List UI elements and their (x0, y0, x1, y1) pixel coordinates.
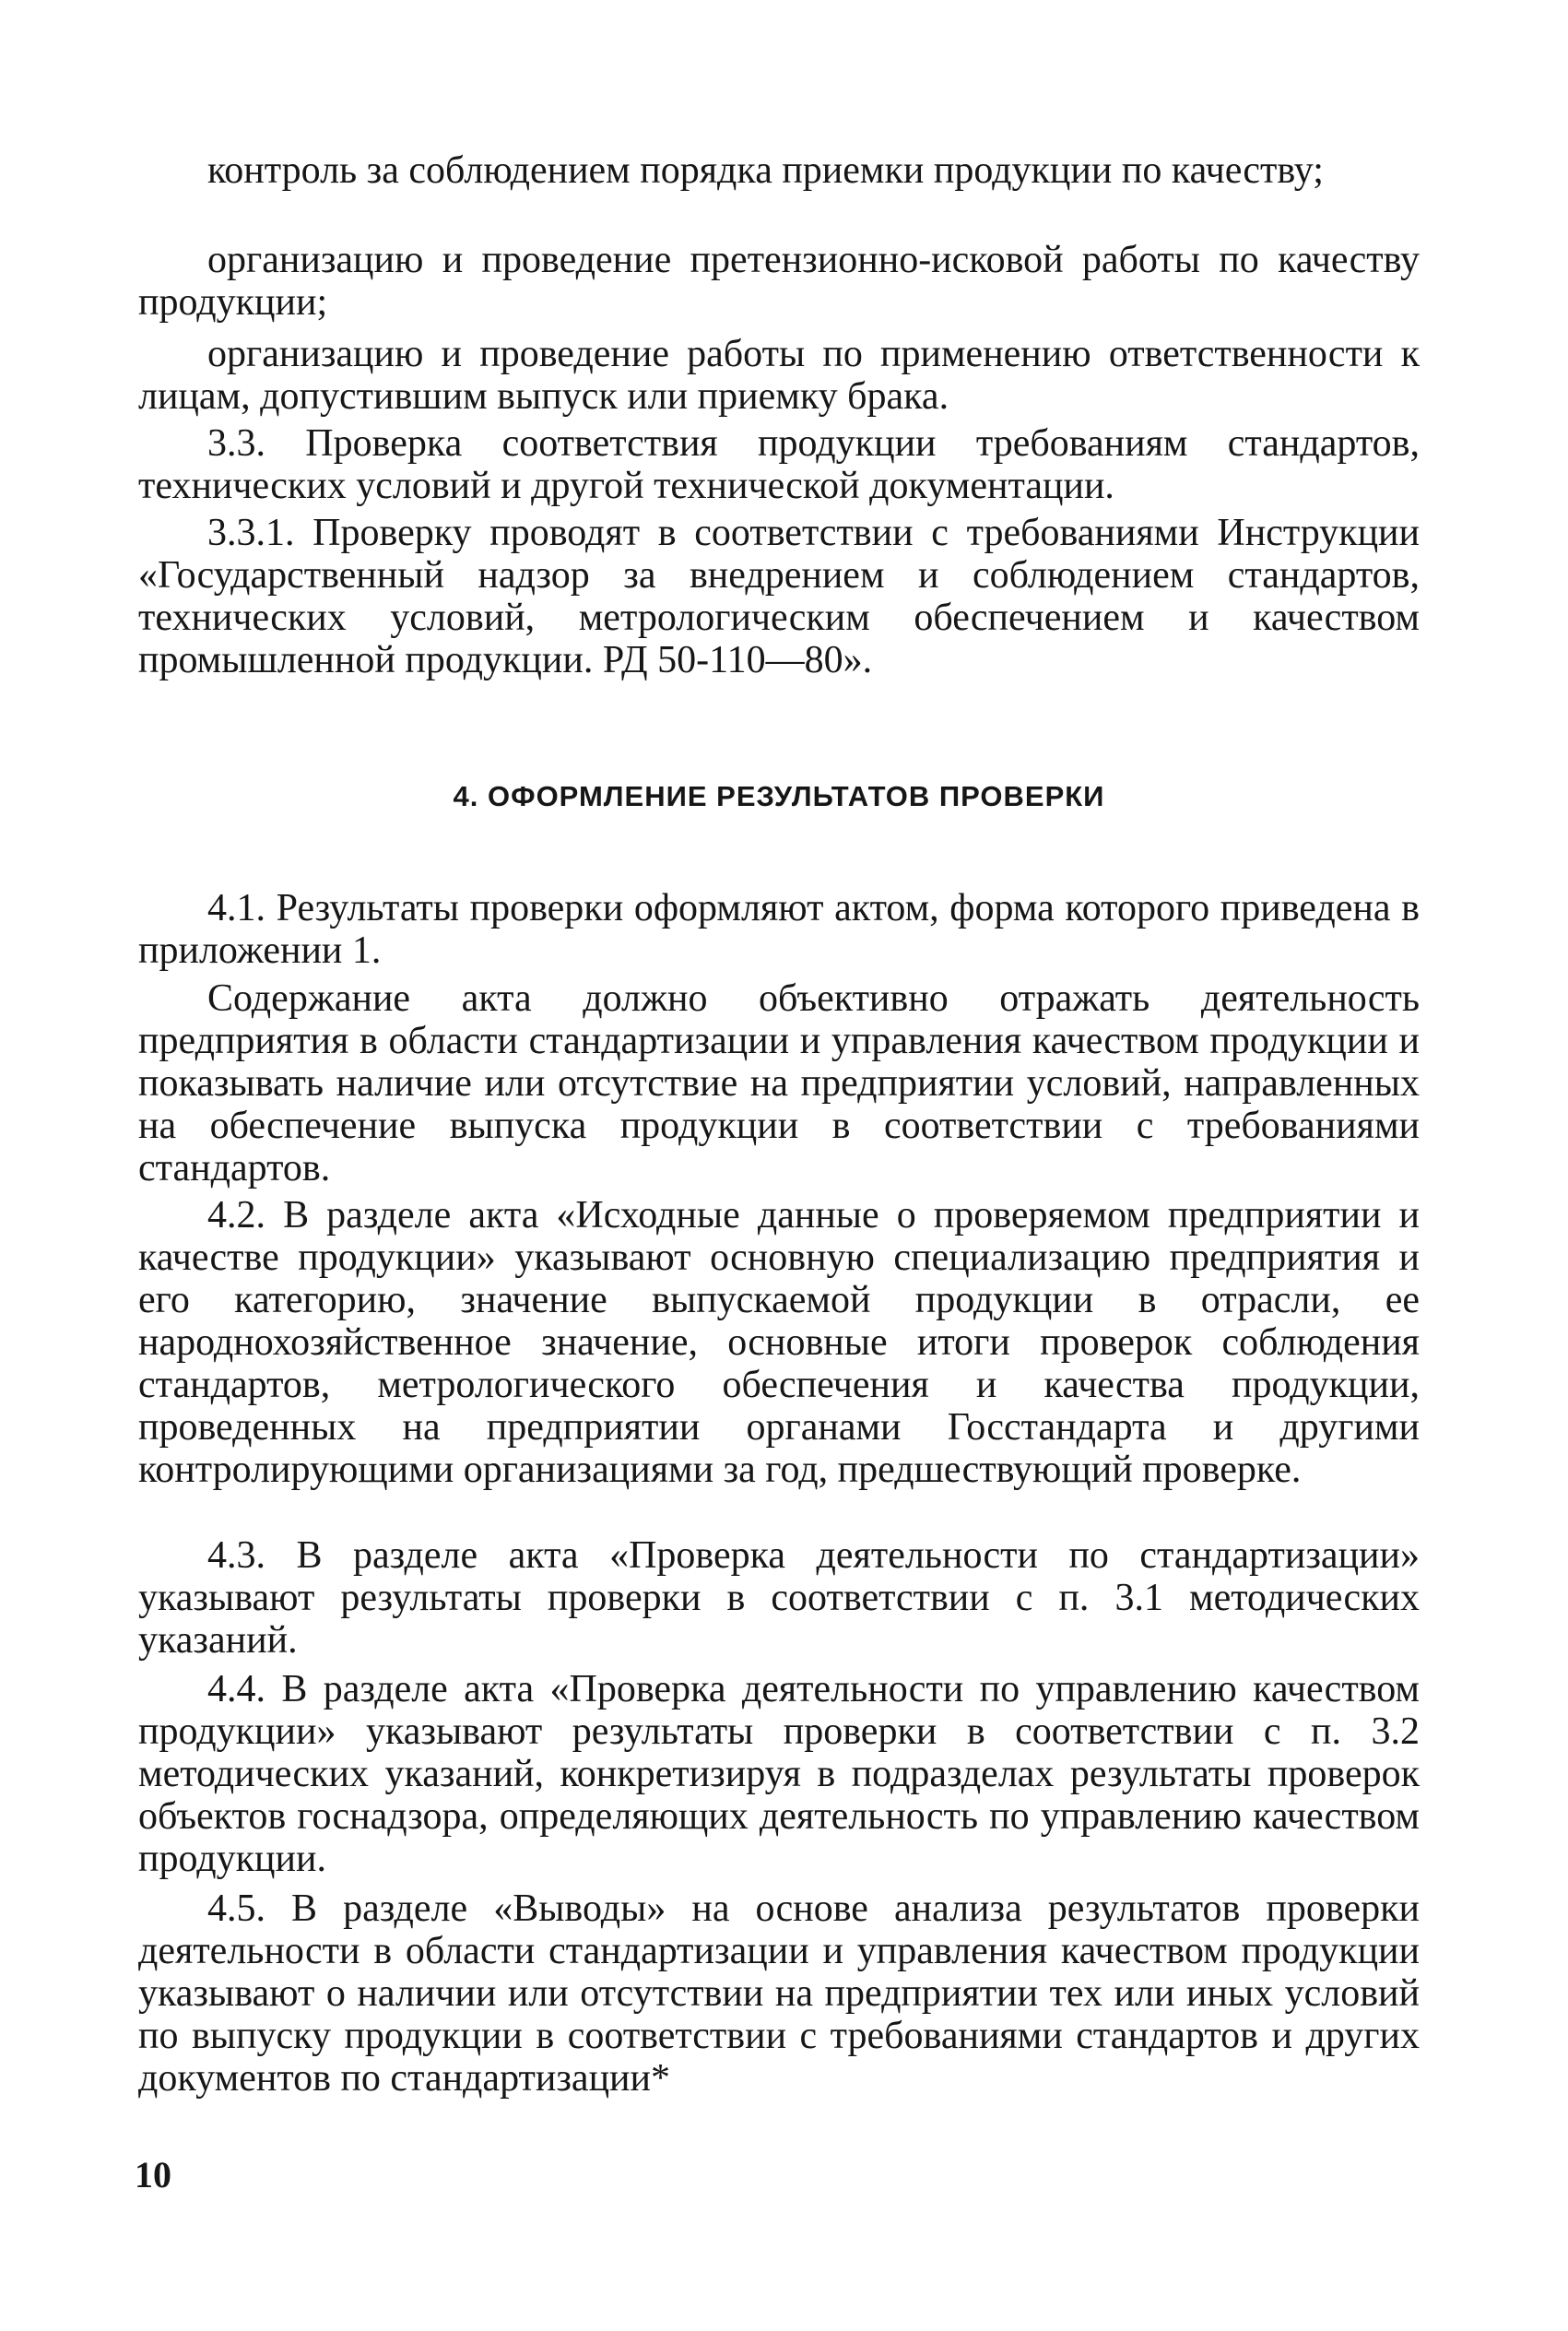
paragraph-claims-work: организацию и проведение претензионно-исковой работы по качеству продукции; (138, 239, 1420, 324)
paragraph-4-1: 4.1. Результаты проверки оформляют актом, форма которого приведена в приложении 1. (138, 887, 1420, 972)
page-number: 10 (135, 2154, 171, 2195)
paragraph-quality-acceptance-control: контроль за соблюдением порядка приемки продукции по качеству; (207, 149, 1324, 192)
paragraph-act-content: Содержание акта должно объективно отражать деятельность предприятия в области стандартизации и управления качеством продукции и показывать наличие или отсутствие на предприятии условий, направленных на обеспечение выпуска продукции в соответствии с требованиями стандартов. (138, 977, 1420, 1189)
section-4-heading: 4. ОФОРМЛЕНИЕ РЕЗУЛЬТАТОВ ПРОВЕРКИ (453, 780, 1105, 812)
paragraph-4-4: 4.4. В разделе акта «Проверка деятельности по управлению качеством продукции» указывают результаты проверки в соответствии с п. 3.2 методических указаний, конкретизируя в подразделах результаты проверок объектов госнадзора, определяющих деятельность по управлению качеством продукции. (138, 1668, 1420, 1880)
paragraph-3-3: 3.3. Проверка соответствия продукции требованиям стандартов, технических условий и другой технической документации. (138, 422, 1420, 507)
paragraph-3-3-1: 3.3.1. Проверку проводят в соответствии с требованиями Инструкции «Государственный надзор за внедрением и соблюдением стандартов, технических условий, метрологическим обеспечением и качеством промышленной продукции. РД 50-110—80». (138, 512, 1420, 681)
paragraph-responsibility-work: организацию и проведение работы по применению ответственности к лицам, допустившим выпуск или приемку брака. (138, 333, 1420, 418)
paragraph-4-5: 4.5. В разделе «Выводы» на основе анализа результатов проверки деятельности в области стандартизации и управления качеством продукции указывают о наличии или отсутствии на предприятии тех или иных условий по выпуску продукции в соответствии с требованиями стандартов и других документов по стандартизации* (138, 1887, 1420, 2100)
paragraph-4-3: 4.3. В разделе акта «Проверка деятельности по стандартизации» указывают результаты проверки в соответствии с п. 3.1 методических указаний. (138, 1534, 1420, 1662)
paragraph-4-2: 4.2. В разделе акта «Исходные данные о проверяемом предприятии и качестве продукции» указывают основную специализацию предприятия и его категорию, значение выпускаемой продукции в отрасли, ее народнохозяйственное значение, основные итоги проверок соблюдения стандартов, метрологического обеспечения и качества продукции, проведенных на предприятии органами Госстандарта и другими контролирующими организациями за год, предшествующий проверке. (138, 1194, 1420, 1491)
